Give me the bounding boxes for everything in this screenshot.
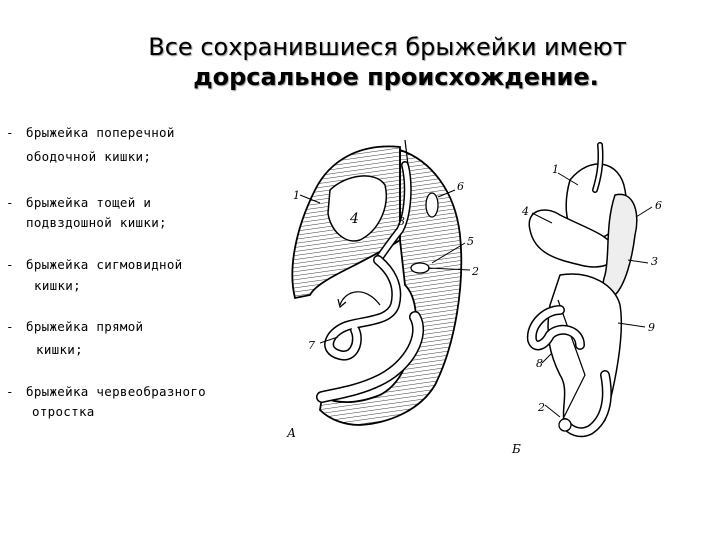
panel-a-label: 3 <box>398 215 405 228</box>
leader-line <box>628 260 648 263</box>
panel-a-drawing <box>286 140 479 440</box>
panel-b-label: 1 <box>552 163 559 176</box>
bullet-line: брыжейка поперечной <box>26 125 175 140</box>
slide-title <box>0 32 720 92</box>
panel-b-label: 8 <box>536 357 543 370</box>
panel-b-label: 9 <box>648 321 655 334</box>
bullet-line: ободочной кишки; <box>26 149 152 164</box>
leader-line <box>636 207 652 217</box>
bullet-line: брыжейка червеобразного <box>26 384 206 399</box>
pancreas-shape <box>426 193 438 217</box>
panel-a-label: 1 <box>293 189 300 202</box>
bullet-line: брыжейка сигмовидной <box>26 257 183 272</box>
bullet-line: подвздошной кишки; <box>26 215 167 230</box>
bullet-line: брыжейка тощей и <box>26 195 152 210</box>
mesentery-illustration <box>260 135 690 470</box>
bullet-dash: - <box>6 125 14 140</box>
bullet-line: кишки; <box>34 278 81 293</box>
panel-b-label: 4 <box>522 205 529 218</box>
title-line-1: Все сохранившиеся брыжейки имеют <box>148 33 627 61</box>
panel-b-label: 2 <box>538 401 545 414</box>
leader-line <box>542 353 552 363</box>
panel-a-label: 4 <box>350 211 359 227</box>
appendix-end <box>559 419 571 431</box>
duodenum-shape <box>411 263 429 273</box>
panel-a-label: 5 <box>467 235 474 248</box>
panel-b-label: 6 <box>655 199 662 212</box>
panel-a-letter: А <box>287 426 297 440</box>
bullet-line: брыжейка прямой <box>26 319 144 334</box>
leader-line <box>545 405 560 417</box>
bullet-dash: - <box>6 319 14 334</box>
rotation-arrow <box>340 292 380 305</box>
panel-a-label: 7 <box>308 339 315 352</box>
mesentery-root <box>548 274 621 432</box>
bullet-line: отростка <box>32 404 95 419</box>
loop-outer <box>329 260 396 356</box>
bullet-line: кишки; <box>36 342 83 357</box>
panel-b-label: 3 <box>651 255 658 268</box>
panel-a-label: 2 <box>472 265 479 278</box>
panel-b-drawing <box>511 145 662 456</box>
panel-b-letter: Б <box>512 442 521 456</box>
panel-a-label: 6 <box>457 180 464 193</box>
bullet-dash: - <box>6 195 14 210</box>
bullet-dash: - <box>6 384 14 399</box>
title-line-2: дорсальное происхождение. <box>193 63 599 91</box>
bullet-dash: - <box>6 257 14 272</box>
